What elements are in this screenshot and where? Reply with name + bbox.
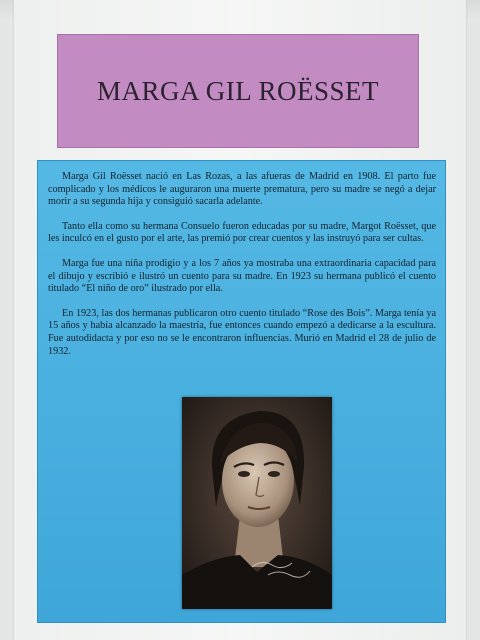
bio-paragraph-4: En 1923, las dos hermanas publicaron otro cuento titulado “Rose des Bois”. Marga tenía ya 15 años y había alcanzado la maestría, fue entonces cuando empezó a dedicarse a la escultura. Fue autodidacta y por eso no se le encontraron influencias. Murió en Madrid el 28 de julio de 1932. bbox=[48, 307, 436, 357]
bio-paragraph-1: Marga Gil Roësset nació en Las Rozas, a las afueras de Madrid en 1908. El parto fue complicado y los médicos le auguraron una muerte prematura, pero su madre se negó a dejar morir a su segunda hija y consiguió sacarla adelante. bbox=[48, 171, 436, 208]
portrait-photo-icon bbox=[182, 397, 332, 609]
bio-paragraph-3: Marga fue una niña prodigio y a los 7 años ya mostraba una extraordinaria capacidad para el dibujo y escribió e ilustró un cuento para su madre. En 1923 su hermana publicó el cuento titulado “El niño de oro” ilustrado por ella. bbox=[48, 257, 436, 295]
portrait-photo bbox=[182, 397, 332, 609]
biography-text bbox=[48, 171, 436, 370]
poster-title: MARGA GIL ROËSSET bbox=[96, 75, 380, 106]
bio-paragraph-2: Tanto ella como su hermana Consuelo fueron educadas por su madre, Margot Roësset, que les inculcó en el gusto por el arte, las premió por crear cuentos y las instruyó para ser cultas. bbox=[48, 220, 436, 245]
title-banner bbox=[57, 34, 419, 148]
biography-panel bbox=[37, 160, 446, 623]
